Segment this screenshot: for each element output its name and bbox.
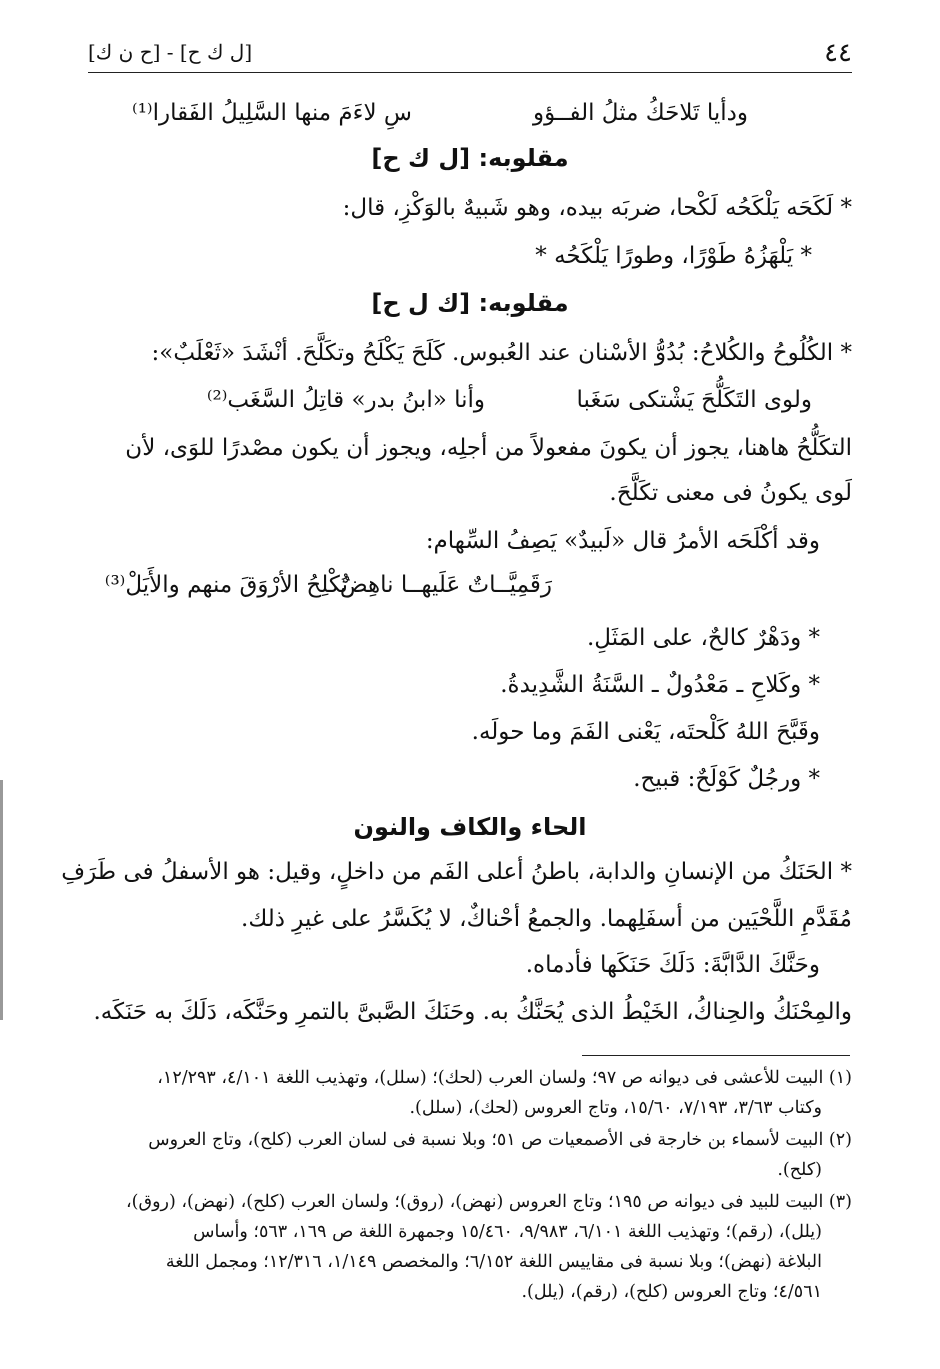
paragraph-10: وحَنَّكَ الدَّابَّةَ: دَلَكَ حَنَكَها فأدماه. [525, 952, 820, 978]
running-head-root: [ل ك ح] - [ح ن ك] [88, 40, 253, 64]
verse2-hemistich-a: ولوى التَكَلُّحَ يَشْتكى سَغَبا [576, 387, 812, 413]
footnote-3-line-4: ٤/٥٦١؛ وتاج العروس (كلح)، (رقم)، (يلل). [521, 1282, 822, 1302]
paragraph-9-line-1: * الحَنَكُ من الإنسانِ والدابة، باطنُ أعلى الفَم من داخلٍ، وقيل: هو الأسفلُ فى طَرَفِ [61, 859, 852, 885]
verse1-hemistich-a: ودأيا تَلاحَكُ مثلُ الفــؤو [533, 100, 748, 126]
section-heading-3: الحاء والكاف والنون [353, 813, 587, 841]
paragraph-3-line-1: التكَلُّحُ هاهنا، يجوز أن يكونَ مفعولاً من أجلِه، ويجوز أن يكون مصْدرًا للوَى، لأن [125, 435, 852, 461]
paragraph-1: * لَكَحَه يَلْكَحُه لَكْحا، ضربَه بيده، وهو شَبيهٌ بالوَكْزِ، قال: [342, 195, 852, 221]
footnote-1-line-1: (١) البيت للأعشى فى ديوانه ص ٩٧؛ ولسان العرب (لحك)؛ (سلل)، وتهذيب اللغة ٤/١٠١، ١٢/٢٩٣، [157, 1068, 852, 1088]
paragraph-2: * الكُلُوحُ والكُلاحُ: بُدُوُّ الأسْنان عند العُبوس. كَلَحَ يَكْلَحُ وتكَلَّحَ. أنْشَدَ «ثَعْلَبٌ»: [151, 340, 852, 366]
paragraph-6: * وكَلاحِ ـ مَعْدُولٌ ـ السَّنَةُ الشَّدِيدةُ. [500, 672, 820, 698]
page-number: ٤٤ [824, 38, 852, 68]
page-header [88, 34, 852, 73]
footnote-3-line-2: (يلل)، (رقم)؛ وتهذيب اللغة ٦/١٠١، ٩/٩٨٣، ١٥/٤٦٠ وجمهرة اللغة ص ١٦٩، ٥٦٣؛ وأساس [193, 1222, 822, 1242]
verse2-hemistich-b: وأنا «ابنُ بدر» قاتِلُ السَّغَب⁽²⁾ [206, 387, 485, 413]
verse3-hemistich-a: رَقَمِيَّــاتٌ عَلَيهــا ناهِضٌ [339, 572, 552, 598]
footnote-separator [582, 1055, 850, 1056]
paragraph-11: والمِحْنَكُ والحِناكُ، الخَيْطُ الذى يُحَنَّكُ به. وحَنَكَ الصَّبىَّ بالتمرِ وحَنَّكَه، دَلَكَ به حَنَكَه. [93, 999, 852, 1025]
section-heading-2: مقلوبه: [ك ل ح] [371, 289, 569, 317]
footnote-3-line-1: (٣) البيت للبيد فى ديوانه ص ١٩٥؛ وتاج العروس (نهض)، (روق)؛ ولسان العرب (كلح)، (نهض)، (روق)، [126, 1192, 852, 1212]
paragraph-5: * ودَهْرٌ كالحٌ، على المَثَلِ. [586, 625, 820, 651]
paragraph-4: وقد أكْلَحَه الأمرُ قال «لَبيدٌ» يَصِفُ السِّهام: [425, 528, 820, 554]
footnote-2-line-1: (٢) البيت لأسماء بن خارجة فى الأصمعيات ص ٥١؛ وبلا نسبة فى لسان العرب (كلح)، وتاج العروس [148, 1130, 852, 1150]
paragraph-7: وقَبَّحَ اللهُ كَلْحتَه، يَعْنى الفَمَ وما حولَه. [471, 719, 820, 745]
footnote-3-line-3: البلاغة (نهض)؛ وبلا نسبة فى مقاييس اللغة ٦/١٥٢؛ والمخصص ١/١٤٩، ١٢/٣١٦؛ ومجمل اللغة [165, 1252, 822, 1272]
verse3-hemistich-b: تُكْلِحُ الأرْوَقَ منهم والأَيَلْ⁽³⁾ [104, 572, 348, 598]
section-heading-1: مقلوبه: [ل ك ح] [371, 144, 569, 172]
footnote-1-line-2: وكتاب ٣/٦٣، ٧/١٩٣، ١٥/٦٠، وتاج العروس (لحك)، (سلل). [409, 1098, 822, 1118]
footnote-2-line-2: (كلح). [777, 1160, 822, 1180]
scan-edge-shadow [0, 780, 3, 1020]
paragraph-9-line-2: مُقَدَّمِ اللَّحْيَين من أسفَلِهما. والجمعُ أحْناكٌ، لا يُكَسَّرُ على غيرِ ذلك. [241, 906, 852, 932]
paragraph-8: * ورجُلٌ كَوْلَحٌ: قبيح. [633, 766, 820, 792]
paragraph-3-line-2: لَوى يكونُ فى معنى تكَلَّحَ. [609, 480, 852, 506]
paragraph-1-quote: * يَلْهَزُهُ طَوْرًا، وطورًا يَلْكَحُه * [535, 243, 812, 269]
verse1-hemistich-b: سِ لاءَمَ منها السَّلِيلُ الفَقارا⁽¹⁾ [132, 100, 412, 126]
